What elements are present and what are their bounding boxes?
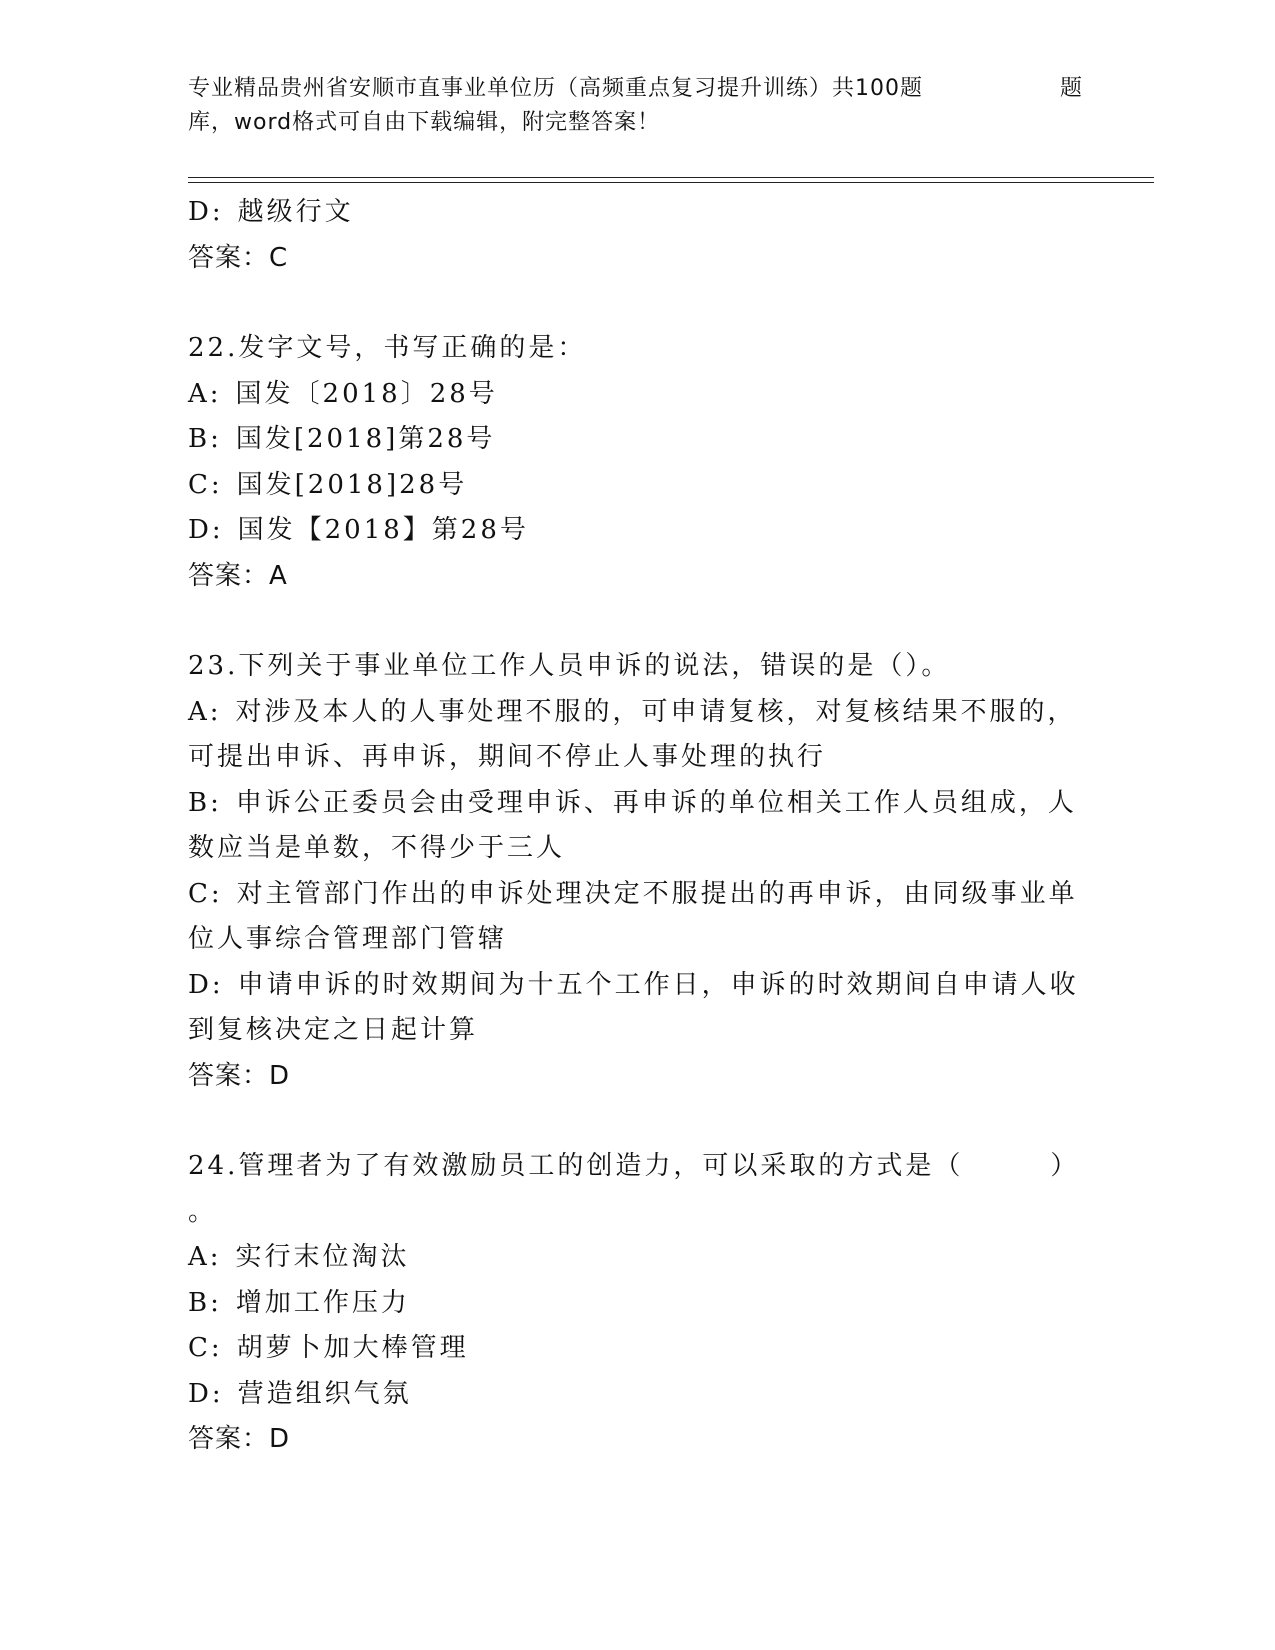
option-text: 国发〔2018〕28号: [235, 378, 498, 409]
option-label: B:: [188, 424, 222, 454]
q21-option-d: [188, 190, 1088, 236]
q22-option-a: [188, 372, 1088, 418]
option-label: C:: [188, 878, 223, 909]
option-label: A:: [188, 1242, 222, 1272]
option-text-line-1: 申诉公正委员会由受理申诉、再申诉的单位相关工作人员组成，人: [235, 787, 1077, 818]
q23-option-b-continued: 数应当是单数，不得少于三人: [188, 833, 566, 863]
q23-stem: 23.下列关于事业单位工作人员申诉的说法，错误的是（）。: [188, 651, 951, 681]
q22-option-b: [188, 417, 1088, 463]
q22-answer: 答案：A: [188, 560, 288, 591]
option-label: D:: [188, 969, 224, 1000]
option-text: 增加工作压力: [235, 1287, 410, 1318]
option-label: A:: [188, 696, 222, 727]
question-list: [188, 190, 1088, 1463]
option-text: 胡萝卜加大棒管理: [236, 1333, 469, 1363]
option-label: B:: [188, 1287, 222, 1318]
option-text: 越级行文: [237, 197, 354, 227]
q23-option-a: [188, 690, 1088, 736]
q24-option-a: [188, 1235, 1088, 1281]
option-text-line-1: 对主管部门作出的申诉处理决定不服提出的再申诉，由同级事业单: [236, 878, 1078, 909]
option-label: D:: [188, 1378, 224, 1409]
q23-option-b: [188, 781, 1088, 827]
option-text: 营造组织气氛: [237, 1378, 412, 1409]
q24-option-d: [188, 1372, 1088, 1418]
option-label: C:: [188, 469, 223, 500]
q23-option-c: [188, 872, 1088, 918]
q22-option-c: [188, 463, 1088, 509]
option-label: D:: [188, 197, 224, 227]
option-text: 国发[2018]28号: [236, 469, 468, 500]
q23-option-d-continued: 到复核决定之日起计算: [188, 1015, 479, 1045]
header-divider-bottom: [188, 182, 1154, 183]
q23-option-a-continued: 可提出申诉、再申诉，期间不停止人事处理的执行: [188, 742, 827, 772]
q24-option-b: [188, 1281, 1088, 1327]
q23-answer: 答案：D: [188, 1060, 291, 1091]
option-text: 国发【2018】第28号: [237, 515, 529, 545]
spacer: [188, 1099, 1088, 1144]
option-label: C:: [188, 1333, 223, 1363]
q24-stem: 24.管理者为了有效激励员工的创造力，可以采取的方式是（ ）: [188, 1151, 1080, 1181]
option-label: D:: [188, 515, 224, 545]
q24-option-c: [188, 1326, 1088, 1372]
header-title-tail: 题: [1060, 76, 1084, 101]
q23-option-d: [188, 963, 1088, 1009]
header-title-line-2: 库，word格式可自由下载编辑，附完整答案！: [188, 110, 661, 135]
option-label: A:: [188, 378, 222, 409]
option-text-line-1: 申请申诉的时效期间为十五个工作日，申诉的时效期间自申请人收: [237, 969, 1079, 1000]
q22-option-d: [188, 508, 1088, 554]
q22-stem: 22.发字文号，书写正确的是：: [188, 333, 587, 363]
option-text-line-1: 对涉及本人的人事处理不服的，可申请复核，对复核结果不服的，: [235, 696, 1077, 727]
header-title-line-1: 专业精品贵州省安顺市直事业单位历（高频重点复习提升训练）共100题: [188, 76, 923, 101]
document-header: [188, 72, 1088, 140]
q24-answer: 答案：D: [188, 1424, 291, 1454]
option-label: B:: [188, 787, 222, 818]
q21-answer: 答案：C: [188, 242, 289, 273]
spacer: [188, 281, 1088, 326]
spacer: [188, 599, 1088, 644]
option-text: 国发[2018]第28号: [235, 424, 496, 454]
q24-stem-continued: 。: [188, 1196, 218, 1227]
header-divider-top: [188, 177, 1154, 178]
option-text: 实行末位淘汰: [235, 1242, 410, 1272]
q23-option-c-continued: 位人事综合管理部门管辖: [188, 924, 508, 954]
